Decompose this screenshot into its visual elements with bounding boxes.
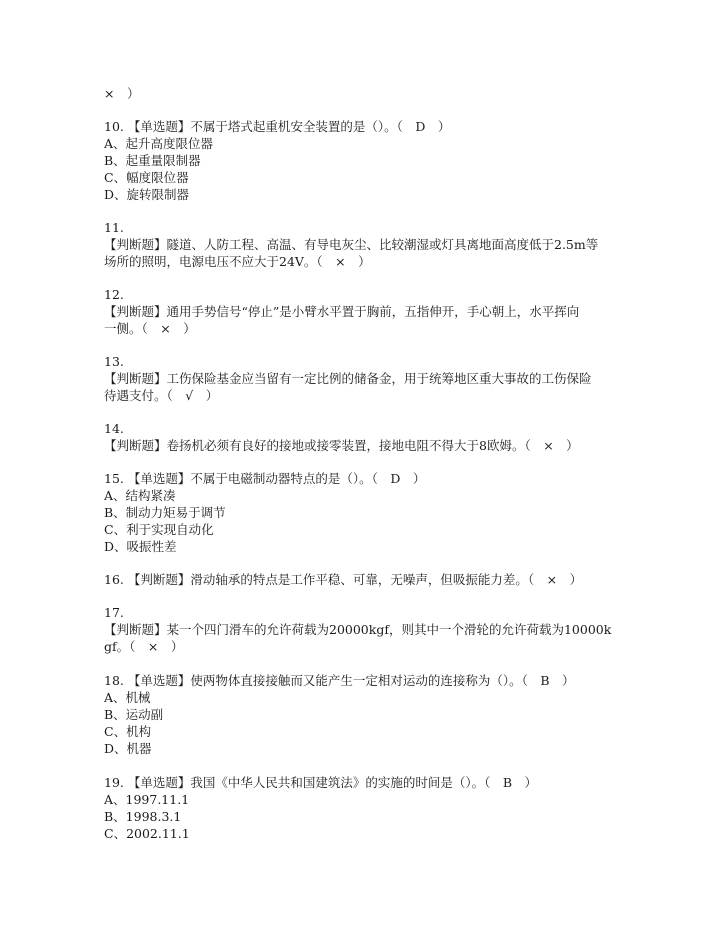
option-line: B、1998.3.1 (104, 809, 182, 824)
question-number: 11. (104, 220, 124, 235)
question-10: 10. 【单选题】不属于塔式起重机安全装置的是（）。（ D ） (104, 119, 451, 134)
option-line: C、机构 (104, 724, 152, 739)
option-line: D、旋转限制器 (104, 187, 190, 202)
question-12: 【判断题】通用手势信号“停止”是小臂水平置于胸前，五指伸开，手心朝上，水平挥向 (104, 304, 580, 319)
option-line: B、运动副 (104, 707, 164, 722)
option-line: C、利于实现自动化 (104, 522, 214, 537)
question-number: 14. (104, 421, 124, 436)
option-line: A、起升高度限位器 (104, 136, 214, 151)
text-line: 待遇支付。（ √ ） (104, 388, 219, 403)
question-19: 19. 【单选题】我国《中华人民共和国建筑法》的实施的时间是（）。（ B ） (104, 775, 538, 790)
text-line: 一侧。（ × ） (104, 321, 196, 336)
text-line: × ） (104, 86, 140, 101)
option-line: D、机器 (104, 741, 152, 756)
question-15: 15. 【单选题】不属于电磁制动器特点的是（）。（ D ） (104, 471, 426, 486)
option-line: D、吸振性差 (104, 539, 177, 554)
question-11: 【判断题】隧道、人防工程、高温、有导电灰尘、比较潮湿或灯具离地面高度低于2.5m等 (104, 237, 599, 252)
question-13: 【判断题】工伤保险基金应当留有一定比例的储备金，用于统筹地区重大事故的工伤保险 (104, 371, 592, 386)
text-line: gf。（ × ） (104, 639, 184, 654)
option-line: A、1997.11.1 (104, 792, 190, 807)
option-line: A、机械 (104, 690, 151, 705)
text-line: 场所的照明，电源电压不应大于24V。（ × ） (104, 254, 371, 269)
question-number: 17. (104, 605, 124, 620)
question-14: 【判断题】卷扬机必须有良好的接地或接零装置，接地电阻不得大于8欧姆。（ × ） (104, 438, 579, 453)
option-line: B、起重量限制器 (104, 153, 201, 168)
question-18: 18. 【单选题】使两物体直接接触而又能产生一定相对运动的连接称为（）。（ B ） (104, 673, 575, 688)
question-17: 【判断题】某一个四门滑车的允许荷载为20000kgf，则其中一个滑轮的允许荷载为10000k (104, 622, 612, 637)
question-number: 13. (104, 354, 124, 369)
option-line: C、幅度限位器 (104, 170, 189, 185)
option-line: C、2002.11.1 (104, 826, 190, 841)
question-number: 12. (104, 287, 124, 302)
option-line: A、结构紧凑 (104, 488, 176, 503)
question-16: 16. 【判断题】滑动轴承的特点是工作平稳、可靠，无噪声，但吸振能力差。（ × ） (104, 572, 583, 587)
option-line: B、制动力矩易于调节 (104, 505, 226, 520)
